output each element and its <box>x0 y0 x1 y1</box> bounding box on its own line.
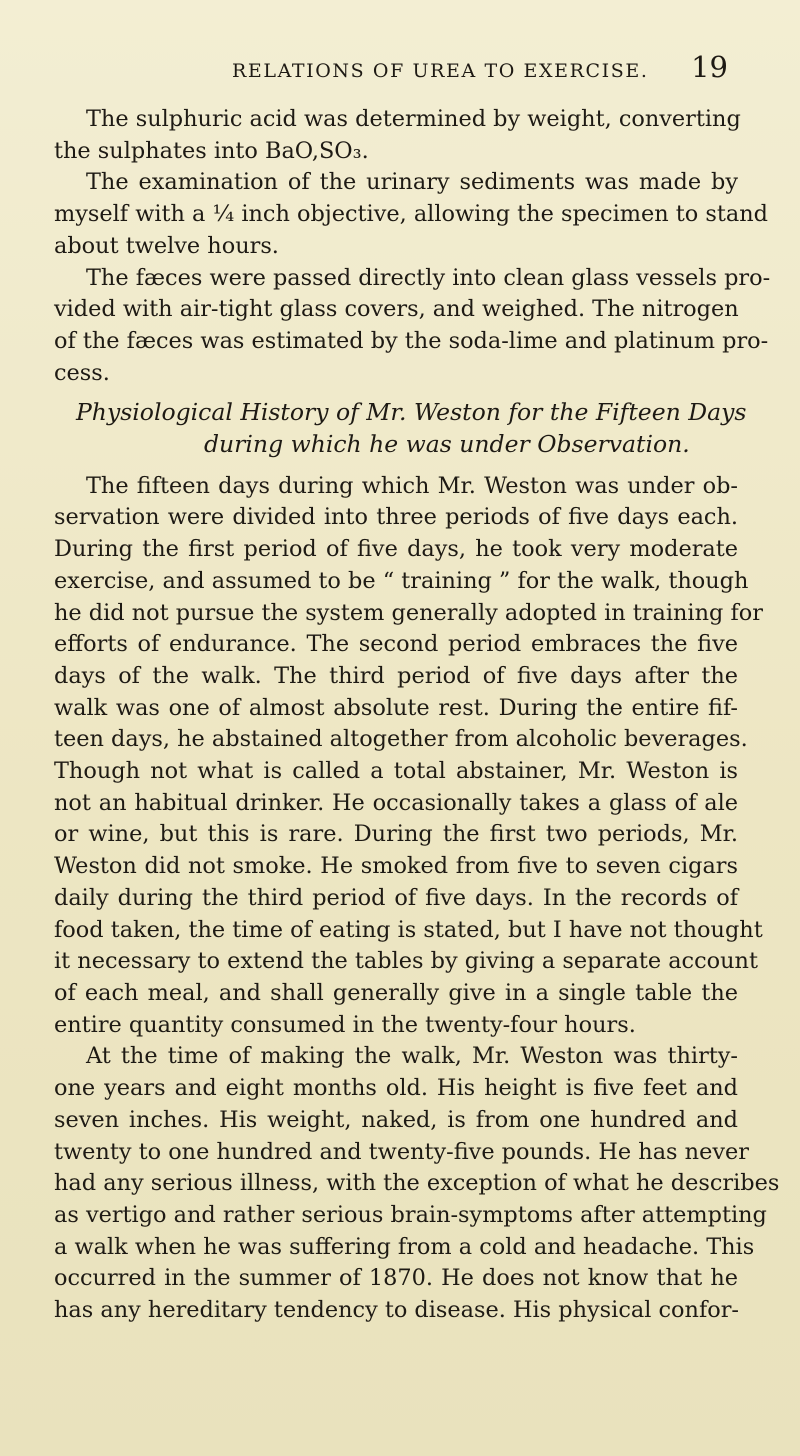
text-line: it necessary to extend the tables by giving a separate account <box>54 948 758 975</box>
text-line: The fæces were passed directly into clean glass vessels pro- <box>86 264 771 291</box>
text-line: The sulphuric acid was determined by weight, converting <box>86 106 741 132</box>
text-line: servation were divided into three periods of five days each. <box>54 504 738 531</box>
text-line: entire quantity consumed in the twenty-four hours. <box>54 1011 636 1038</box>
text-line: occurred in the summer of 1870. He does not know that he <box>54 1265 738 1292</box>
text-line: efforts of endurance. The second period embraces the five <box>54 631 738 658</box>
text-line: or wine, but this is rare. During the first two periods, Mr. <box>54 821 738 848</box>
text-line: the sulphates into BaO,SO₃. <box>54 137 369 164</box>
text-line: he did not pursue the system generally adopted in training for <box>54 599 763 626</box>
text-line: Weston did not smoke. He smoked from five to seven cigars <box>54 853 738 880</box>
text-line: vided with air-tight glass covers, and weighed. The nitrogen <box>54 296 739 323</box>
text-line: about twelve hours. <box>54 232 279 259</box>
text-line: as vertigo and rather serious brain-symptoms after attempting <box>54 1201 767 1228</box>
text-line: of the fæces was estimated by the soda-lime and platinum pro- <box>54 327 769 354</box>
text-line: seven inches. His weight, naked, is from one hundred and <box>54 1106 738 1133</box>
text-line: daily during the third period of five days. In the records of <box>54 884 738 911</box>
text-line: twenty to one hundred and twenty-five pounds. He has never <box>54 1138 749 1165</box>
text-line: one years and eight months old. His height is five feet and <box>54 1075 738 1102</box>
text-line: During the first period of five days, he took very moderate <box>54 536 738 563</box>
body-text <box>54 104 780 1327</box>
running-title: RELATIONS OF UREA TO EXERCISE. <box>232 60 649 82</box>
text-line: had any serious illness, with the exception of what he describes <box>54 1170 780 1197</box>
text-line: At the time of making the walk, Mr. Weston was thirty- <box>86 1043 738 1070</box>
text-line: The fifteen days during which Mr. Weston was under ob- <box>86 472 738 499</box>
text-line: Though not what is called a total abstainer, Mr. Weston is <box>54 758 738 785</box>
text-line: walk was one of almost absolute rest. During the entire fif- <box>54 694 738 721</box>
text-line: of each meal, and shall generally give in a single table the <box>54 979 738 1006</box>
text-line: exercise, and assumed to be “ training ” for the walk, though <box>54 567 749 594</box>
text-line: food taken, the time of eating is stated, but I have not thought <box>54 916 763 943</box>
text-line: myself with a ¼ inch objective, allowing the specimen to stand <box>54 201 768 228</box>
text-line: cess. <box>54 359 110 386</box>
text-line: has any hereditary tendency to disease. His physical confor- <box>54 1297 739 1324</box>
section-heading: Physiological History of Mr. Weston for the Fifteen Days <box>76 398 747 427</box>
section-heading: during which he was under Observation. <box>204 430 690 459</box>
text-line: a walk when he was suffering from a cold and headache. This <box>54 1233 755 1260</box>
text-line: not an habitual drinker. He occasionally takes a glass of ale <box>54 789 738 816</box>
running-head <box>0 50 800 90</box>
text-line: The examination of the urinary sediments was made by <box>86 169 738 196</box>
text-line: teen days, he abstained altogether from alcoholic beverages. <box>54 726 748 753</box>
page-number: 19 <box>691 50 728 84</box>
text-line: days of the walk. The third period of five days after the <box>54 662 738 689</box>
